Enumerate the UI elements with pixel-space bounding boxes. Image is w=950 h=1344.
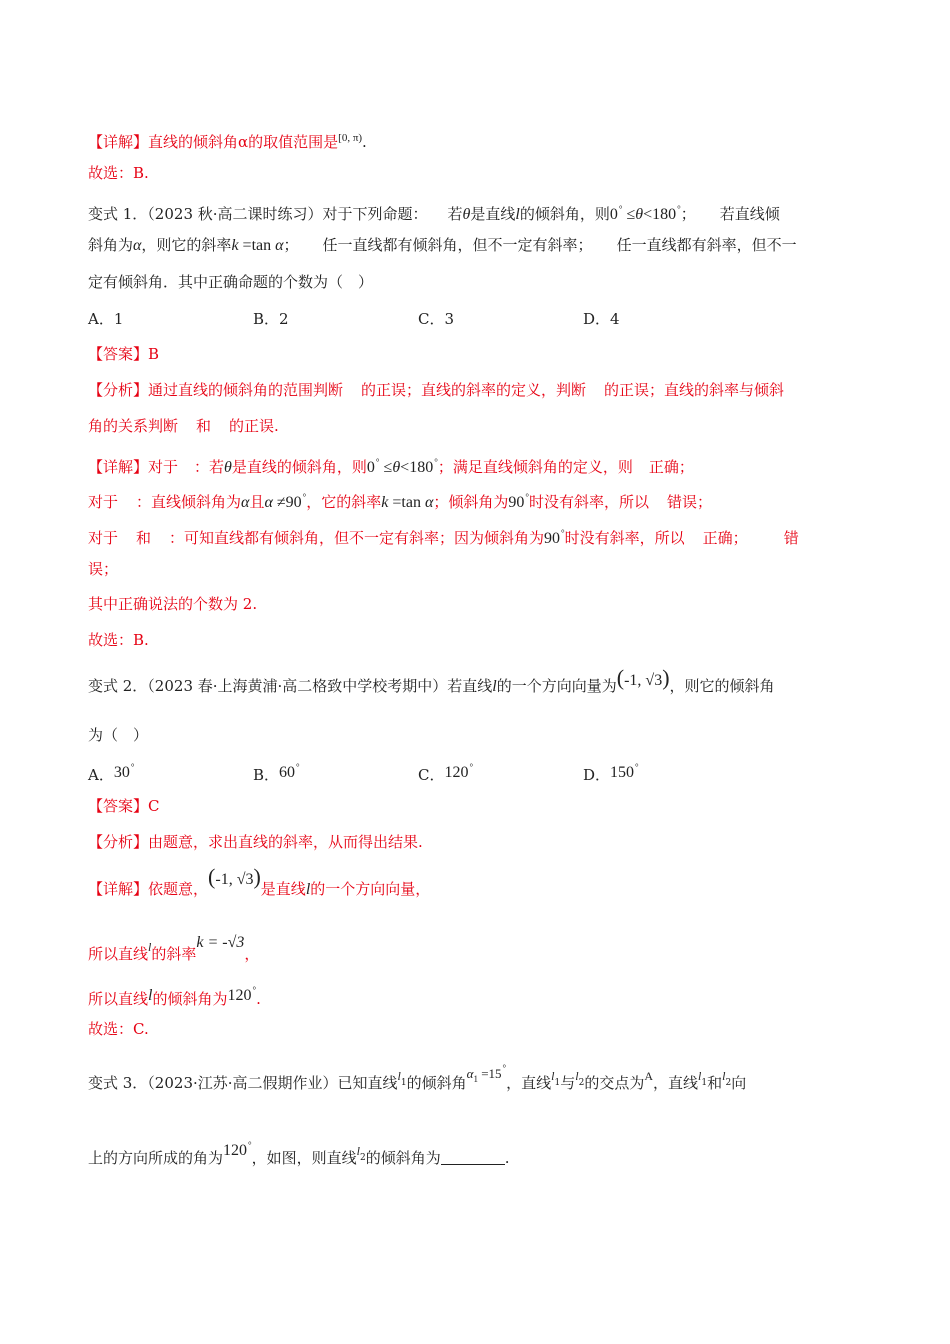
alpha-symbol: α bbox=[133, 237, 142, 254]
period: . bbox=[362, 133, 367, 151]
analysis-2: 【分析】由题意，求出直线的斜率，从而得出结果. bbox=[88, 833, 423, 851]
answer-blank[interactable] bbox=[441, 1150, 505, 1165]
claim-2-part: 斜角为 bbox=[88, 236, 134, 254]
theta-symbol: θ bbox=[462, 206, 471, 223]
detail-1-line-5: 其中正确说法的个数为 2. bbox=[88, 595, 258, 613]
detail-2-line-2: 所以直线$^l$的斜率k = -√3， bbox=[88, 934, 260, 963]
semicolon: ； bbox=[680, 205, 696, 223]
option-a[interactable]: A．30° bbox=[88, 762, 135, 784]
inequality: 0° ≤θ<180° bbox=[609, 204, 681, 223]
detail-1-line-1: 【详解】对于 ：若θ是直线的倾斜角，则0° ≤θ<180°；满足直线倾斜角的定义，则 正确； bbox=[88, 457, 694, 476]
answer-value: B bbox=[148, 345, 160, 363]
variant-2-line-2: 为（ ） bbox=[88, 726, 149, 744]
detail-2-line-3: 所以直线l的倾斜角为120°. bbox=[88, 985, 261, 1008]
option-c[interactable]: C．3 bbox=[418, 310, 455, 328]
variant-3-line-1: 变式 3．（2023·江苏·高二假期作业）已知直线$^{l1}$的倾斜角$\alpha_1 =15^\circ$，直线$^{l1}$与$^{l2}$的交点为$^A$，直线$^{l1}$和$^{l2}$向 bbox=[88, 1063, 747, 1092]
variant-1-line-1 bbox=[88, 199, 780, 225]
answer-1 bbox=[88, 344, 159, 364]
claim-1-part: 是直线 bbox=[470, 205, 516, 223]
detail-1-line-4: 误； bbox=[88, 560, 119, 578]
variant-1-line-3 bbox=[88, 272, 373, 292]
choice-paragraph-1 bbox=[88, 163, 149, 183]
option-c[interactable]: C．120° bbox=[418, 762, 474, 784]
claim-4-part: 定有倾斜角．其中正确命题的个数为（ ） bbox=[88, 273, 374, 291]
line-symbol: l bbox=[515, 206, 520, 223]
range-formula: [0, π) bbox=[338, 132, 363, 144]
analysis-1-line-1: 【分析】通过直线的倾斜角的范围判断 的正误；直线的斜率的定义，判断 的正误；直线的斜率与倾斜 bbox=[88, 381, 785, 399]
answer-2: 【答案】C bbox=[88, 797, 160, 815]
detail-label: 【详解】 bbox=[88, 133, 149, 151]
detail-1-line-2: 对于 ：直线倾斜角为α且α ≠90°，它的斜率k =tan α；倾斜角为90°时没有斜率，所以 错误； bbox=[88, 492, 713, 511]
detail-1-line-3: 对于 和 ：可知直线都有倾斜角，但不一定有斜率；因为倾斜角为90°时没有斜率，所以 正确； 错 bbox=[88, 528, 799, 547]
semicolon: ； bbox=[283, 236, 299, 254]
detail-1-line-6: 故选：B. bbox=[88, 631, 149, 649]
slope-formula: k =tan α bbox=[231, 237, 284, 254]
detail-2-line-4: 故选：C. bbox=[88, 1020, 149, 1038]
variant-3-line-2: 上的方向所成的角为120°，如图，则直线$^{l2}$的倾斜角为 . bbox=[88, 1140, 510, 1167]
option-a[interactable]: A．1 bbox=[88, 310, 124, 328]
claim-2-part: 若直线倾 bbox=[719, 205, 780, 223]
claim-2-part: ，则它的斜率 bbox=[141, 236, 232, 254]
variant-2-line-1: 变式 2．（2023 春·上海黄浦·高二格致中学校考期中）若直线l的一个方向向量为(-1, √3)，则它的倾斜角 bbox=[88, 665, 775, 695]
claim-3: 任一直线都有倾斜角，但不一定有斜率； bbox=[322, 236, 593, 254]
detail-paragraph-1 bbox=[88, 128, 367, 152]
claim-4-part: 任一直线都有斜率，但不一 bbox=[616, 236, 797, 254]
option-b[interactable]: B．2 bbox=[253, 310, 289, 328]
variant-1-prefix: 变式 1．（2023 秋·高二课时练习）对于下列命题： bbox=[88, 205, 428, 223]
option-d[interactable]: D．4 bbox=[583, 310, 620, 328]
claim-1-part: 的倾斜角，则 bbox=[519, 205, 610, 223]
detail-text: 直线的倾斜角α的取值范围是 bbox=[148, 133, 339, 151]
variant-1-line-2 bbox=[88, 235, 797, 256]
detail-2-line-1: 【详解】依题意，(-1, √3)是直线l的一个方向向量， bbox=[88, 864, 431, 898]
option-b[interactable]: B．60° bbox=[253, 762, 300, 784]
analysis-1-line-2: 角的关系判断 和 的正误. bbox=[88, 417, 279, 435]
answer-label: 【答案】 bbox=[88, 345, 149, 363]
option-d[interactable]: D．150° bbox=[583, 762, 639, 784]
claim-1-part: 若 bbox=[447, 205, 463, 223]
choice-text: 故选：B. bbox=[88, 164, 149, 182]
